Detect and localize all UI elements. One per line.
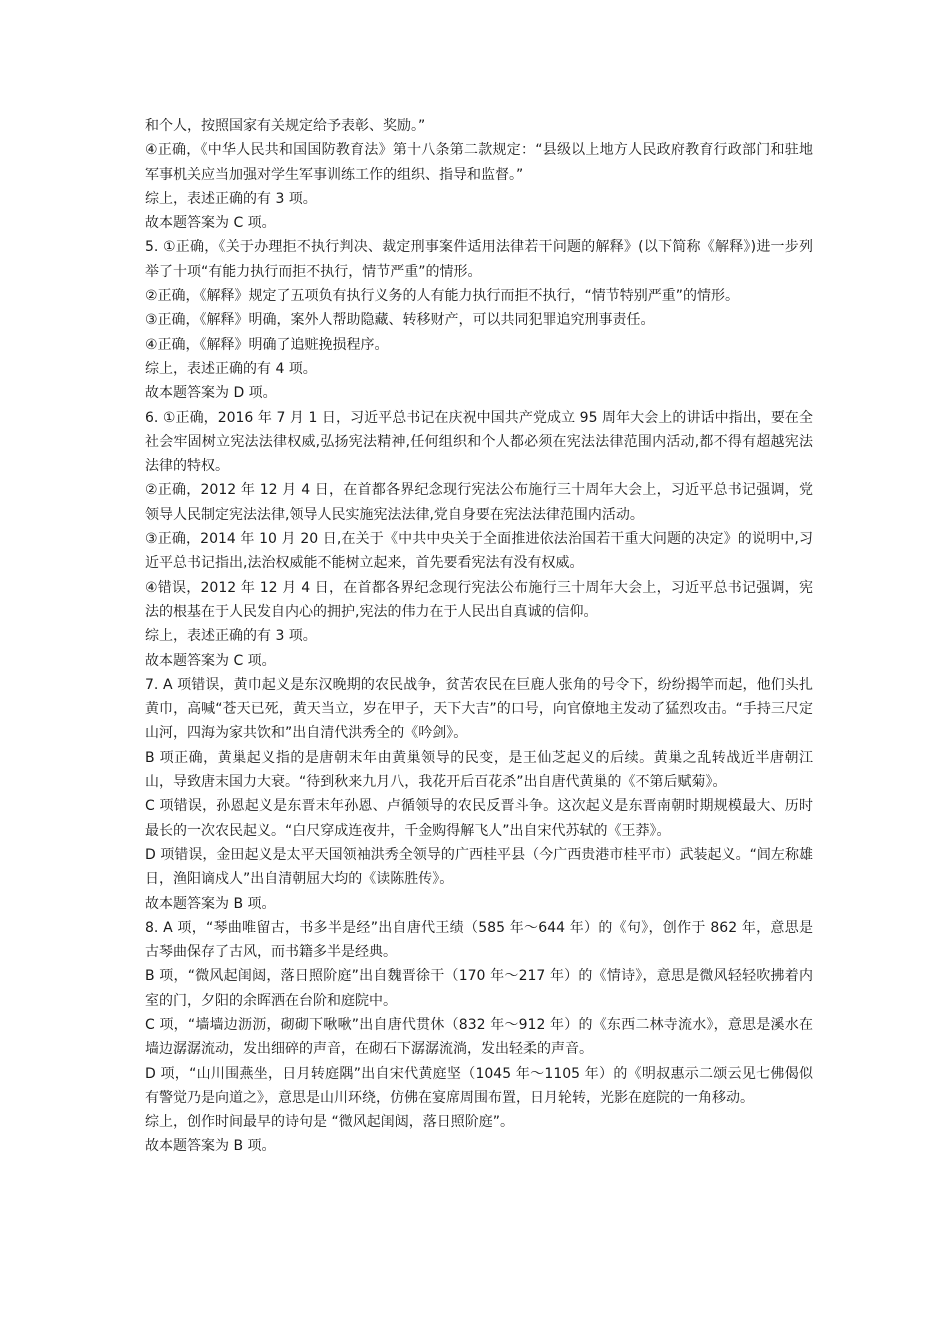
text-line: 和个人，按照国家有关规定给予表彰、奖励。” bbox=[145, 118, 426, 134]
text-line: ④正确，《解释》明确了追赃挽损程序。 bbox=[145, 336, 389, 353]
text-line: 综上，表述正确的有 3 项。 bbox=[145, 628, 317, 645]
text-line: 综上，表述正确的有 4 项。 bbox=[145, 360, 317, 377]
question-7-option-b: B 项正确，黄巢起义指的是唐朝末年由黄巢领导的民变，是王仙芝起义的后续。黄巢之乱转战近半唐朝江山，导致唐末国力大衰。“待到秋来九月八，我花开后百花杀”出自唐代黄巢的《不第后赋菊》。 bbox=[145, 749, 813, 791]
text-line: 故本题答案为 C 项。 bbox=[145, 215, 276, 232]
question-8-option-a: 8. A 项，“琴曲唯留古，书多半是经”出自唐代王绩（585 年～644 年）的《句》，创作于 862 年，意思是古琴曲保存了古风，而书籍多半是经典。 bbox=[145, 919, 813, 961]
question-8-option-d: D 项，“山川围燕坐，日月转庭隅”出自宋代黄庭坚（1045 年～1105 年）的《明叔惠示二颂云见七佛偈似有警觉乃是向道之》，意思是山川环绕，仿佛在宴席周围布置，日月轮转，光影在庭院的一角移动。 bbox=[145, 1065, 813, 1106]
text-line: 故本题答案为 D 项。 bbox=[145, 385, 277, 402]
text-line: 故本题答案为 B 项。 bbox=[145, 895, 276, 912]
text-line: 综上，创作时间最早的诗句是 “微风起闺闼，落日照阶庭”。 bbox=[145, 1114, 514, 1131]
text-line: 故本题答案为 B 项。 bbox=[145, 1138, 276, 1155]
question-6-item-1: 6. ①正确，2016 年 7 月 1 日，习近平总书记在庆祝中国共产党成立 95 周年大会上的讲话中指出，要在全社会牢固树立宪法法律权威,弘扬宪法精神,任何组织和个人都必须在宪法法律范围内活动,都不得有超越宪法法律的特权。 bbox=[145, 409, 813, 475]
question-7-option-d: D 项错误，金田起义是太平天国领袖洪秀全领导的广西桂平县（今广西贵港市桂平市）武装起义。“闾左称雄日，渔阳谪戍人”出自清朝屈大均的《读陈胜传》。 bbox=[145, 846, 813, 888]
answer-explanation-text bbox=[145, 114, 813, 1159]
question-8-option-b: B 项，“微风起闺闼，落日照阶庭”出自魏晋徐干（170 年～217 年）的《情诗》，意思是微风轻轻吹拂着内室的门，夕阳的余晖洒在台阶和庭院中。 bbox=[145, 968, 813, 1009]
text-line: 故本题答案为 C 项。 bbox=[145, 652, 276, 669]
question-5-item-1: 5. ①正确，《关于办理拒不执行判决、裁定刑事案件适用法律若干问题的解释》(以下简称《解释》)进一步列举了十项“有能力执行而拒不执行，情节严重”的情形。 bbox=[145, 239, 813, 280]
question-8-option-c: C 项，“墙墙边沥沥，砌砌下啾啾”出自唐代贯休（832 年～912 年）的《东西二林寺流水》，意思是溪水在墙边潺潺流动，发出细碎的声音，在砌石下潺潺流淌，发出轻柔的声音。 bbox=[145, 1016, 813, 1058]
text-line: ④正确，《中华人民共和国国防教育法》第十八条第二款规定：“县级以上地方人民政府教育行政部门和驻地军事机关应当加强对学生军事训练工作的组织、指导和监督。” bbox=[145, 142, 813, 183]
text-line: ②正确，《解释》规定了五项负有执行义务的人有能力执行而拒不执行，“情节特别严重”的情形。 bbox=[145, 288, 740, 305]
text-line: ④错误，2012 年 12 月 4 日，在首都各界纪念现行宪法公布施行三十周年大会上，习近平总书记强调，宪法的根基在于人民发自内心的拥护,宪法的伟力在于人民出自真诚的信仰。 bbox=[145, 579, 813, 620]
text-line: ②正确，2012 年 12 月 4 日，在首都各界纪念现行宪法公布施行三十周年大会上，习近平总书记强调，党领导人民制定宪法法律,领导人民实施宪法法律,党自身要在宪法法律范围内活动。 bbox=[145, 482, 813, 523]
text-line: 综上，表述正确的有 3 项。 bbox=[145, 190, 317, 207]
text-line: ③正确，2014 年 10 月 20 日,在关于《中共中央关于全面推进依法治国若干重大问题的决定》的说明中,习近平总书记指出,法治权威能不能树立起来，首先要看宪法有没有权威。 bbox=[145, 531, 813, 572]
question-7-option-a: 7. A 项错误，黄巾起义是东汉晚期的农民战争，贫苦农民在巨鹿人张角的号令下，纷纷揭竿而起，他们头扎黄巾，高喊“苍天已死，黄天当立，岁在甲子，天下大吉”的口号，向官僚地主发动了猛烈攻击。“手持三尺定山河，四海为家共饮和”出自清代洪秀全的《吟剑》。 bbox=[145, 676, 813, 742]
text-line: ③正确，《解释》明确，案外人帮助隐藏、转移财产，可以共同犯罪追究刑事责任。 bbox=[145, 312, 655, 329]
question-7-option-c: C 项错误，孙恩起义是东晋末年孙恩、卢循领导的农民反晋斗争。这次起义是东晋南朝时期规模最大、历时最长的一次农民起义。“白尺穿成连夜井，千金购得解飞人”出自宋代苏轼的《王莽》。 bbox=[145, 798, 813, 839]
